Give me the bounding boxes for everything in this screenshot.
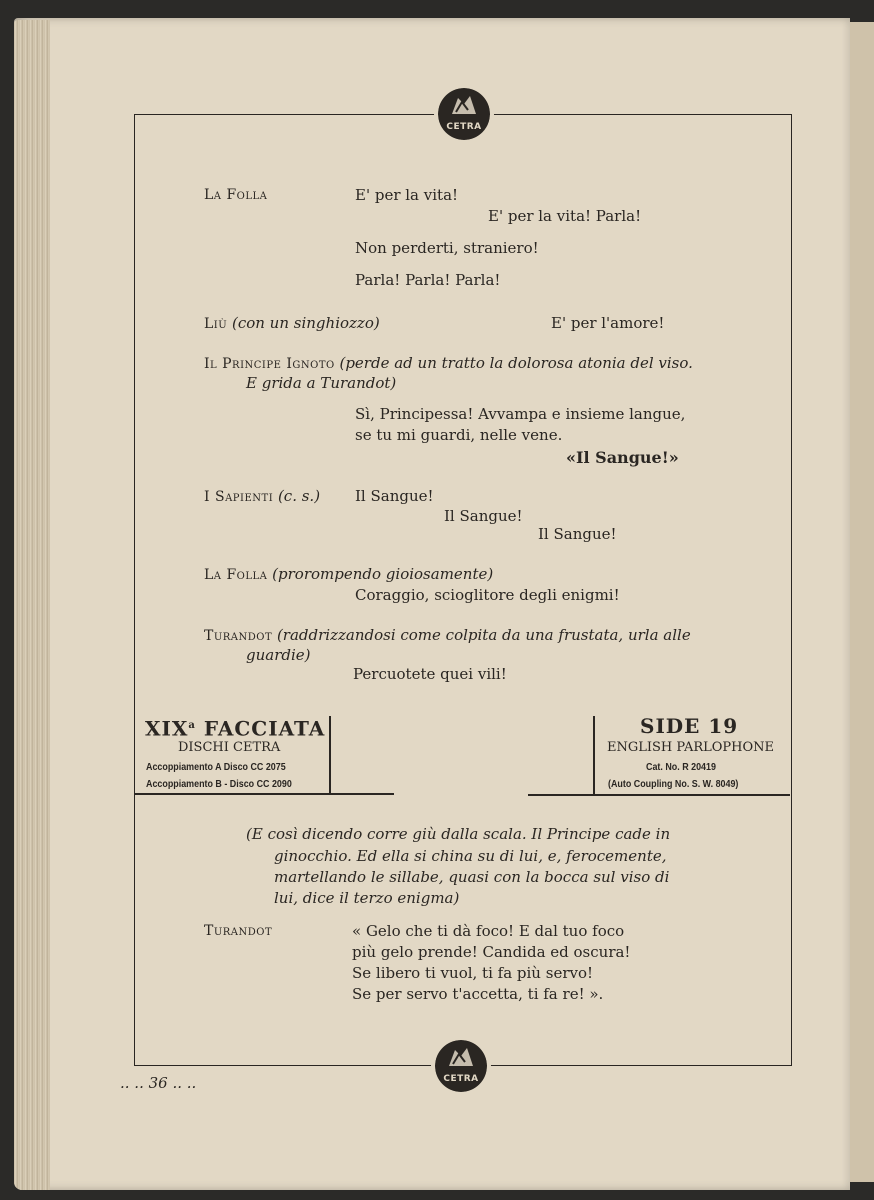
divider (593, 716, 595, 794)
stage-direction: lui, dice il terzo enigma) (274, 889, 460, 907)
divider (134, 793, 394, 795)
cetra-logo (438, 88, 490, 140)
speaker-la-folla: La Folla (204, 567, 268, 583)
verse-line-emphasis: «Il Sangue!» (566, 448, 679, 467)
logo-text: CETRA (446, 122, 482, 132)
sapienti-line (204, 487, 320, 506)
verse-line: E' per l'amore! (551, 314, 665, 332)
title-sup: a (188, 720, 196, 731)
stage-direction: ginocchio. Ed ella si china su di lui, e, ferocemente, (274, 847, 667, 865)
verse-line: E' per la vita! (355, 186, 459, 204)
verse-line: Coraggio, scioglitore degli enigmi! (355, 586, 620, 604)
verse-line: Parla! Parla! Parla! (355, 271, 501, 289)
side-right-cat: Cat. No. R 20419 (646, 761, 716, 773)
speaker-turandot: Turandot (204, 923, 273, 939)
side-left-label: DISCHI CETRA (178, 740, 281, 755)
verse-line: Se per servo t'accetta, ti fa re! ». (352, 985, 604, 1003)
verse-line: Sì, Principessa! Avvampa e insieme langue, (355, 405, 686, 423)
principe-line (204, 354, 693, 373)
side-left-title (145, 714, 325, 741)
logo-text: CETRA (443, 1074, 479, 1084)
verse-line: Se libero ti vuol, ti fa più servo! (352, 964, 594, 982)
verse-line: E' per la vita! Parla! (488, 207, 642, 225)
folla-line (204, 565, 493, 584)
stage-direction: (E così dicendo corre giù dalla scala. Il Principe cade in (246, 825, 671, 843)
divider (528, 794, 790, 796)
page-number: .. .. 36 .. .. (120, 1074, 197, 1092)
stage-direction: (con un singhiozzo) (231, 314, 380, 332)
gramophone-icon (445, 1046, 477, 1070)
verse-line: Non perderti, straniero! (355, 239, 539, 257)
side-right-label: ENGLISH PARLOPHONE (607, 740, 775, 755)
turandot-line (204, 626, 691, 645)
speaker-la-folla: La Folla (204, 187, 268, 203)
verse-line: se tu mi guardi, nelle vene. (355, 426, 563, 444)
stage-direction: (perde ad un tratto la dolorosa atonia del viso. (339, 354, 693, 372)
verse-line: Il Sangue! (538, 525, 617, 543)
title-text: FACCIATA (195, 716, 326, 741)
stage-direction: (raddrizzandosi come colpita da una frustata, urla alle (276, 626, 691, 644)
speaker-principe: Il Principe Ignoto (204, 356, 335, 372)
speaker-liu: Liù (204, 316, 228, 332)
gramophone-icon (448, 94, 480, 118)
next-page-edge (848, 22, 874, 1182)
page-stack-edges (14, 20, 50, 1190)
verse-line: Il Sangue! (355, 487, 434, 505)
stage-direction: martellando le sillabe, quasi con la bocca sul viso di (274, 868, 670, 886)
speaker-turandot: Turandot (204, 628, 273, 644)
side-right-coupling: (Auto Coupling No. S. W. 8049) (608, 778, 739, 790)
divider (329, 716, 331, 794)
side-left-coupling-a: Accoppiamento A Disco CC 2075 (146, 761, 286, 773)
stage-direction: (c. s.) (277, 487, 321, 505)
verse-line: più gelo prende! Candida ed oscura! (352, 943, 631, 961)
title-text: XIX (145, 716, 189, 741)
liu-line (204, 314, 380, 333)
stage-direction: E grida a Turandot) (246, 374, 397, 392)
verse-line: Il Sangue! (444, 507, 523, 525)
side-left-coupling-b: Accoppiamento B - Disco CC 2090 (146, 778, 292, 790)
stage-direction: guardie) (246, 646, 311, 664)
verse-line: Percuotete quei vili! (353, 665, 507, 683)
side-right-title: SIDE 19 (640, 714, 739, 738)
stage-direction: (prorompendo gioiosamente) (272, 565, 494, 583)
speaker-sapienti: I Sapienti (204, 489, 274, 505)
verse-line: « Gelo che ti dà foco! E dal tuo foco (352, 922, 625, 940)
cetra-logo (435, 1040, 487, 1092)
